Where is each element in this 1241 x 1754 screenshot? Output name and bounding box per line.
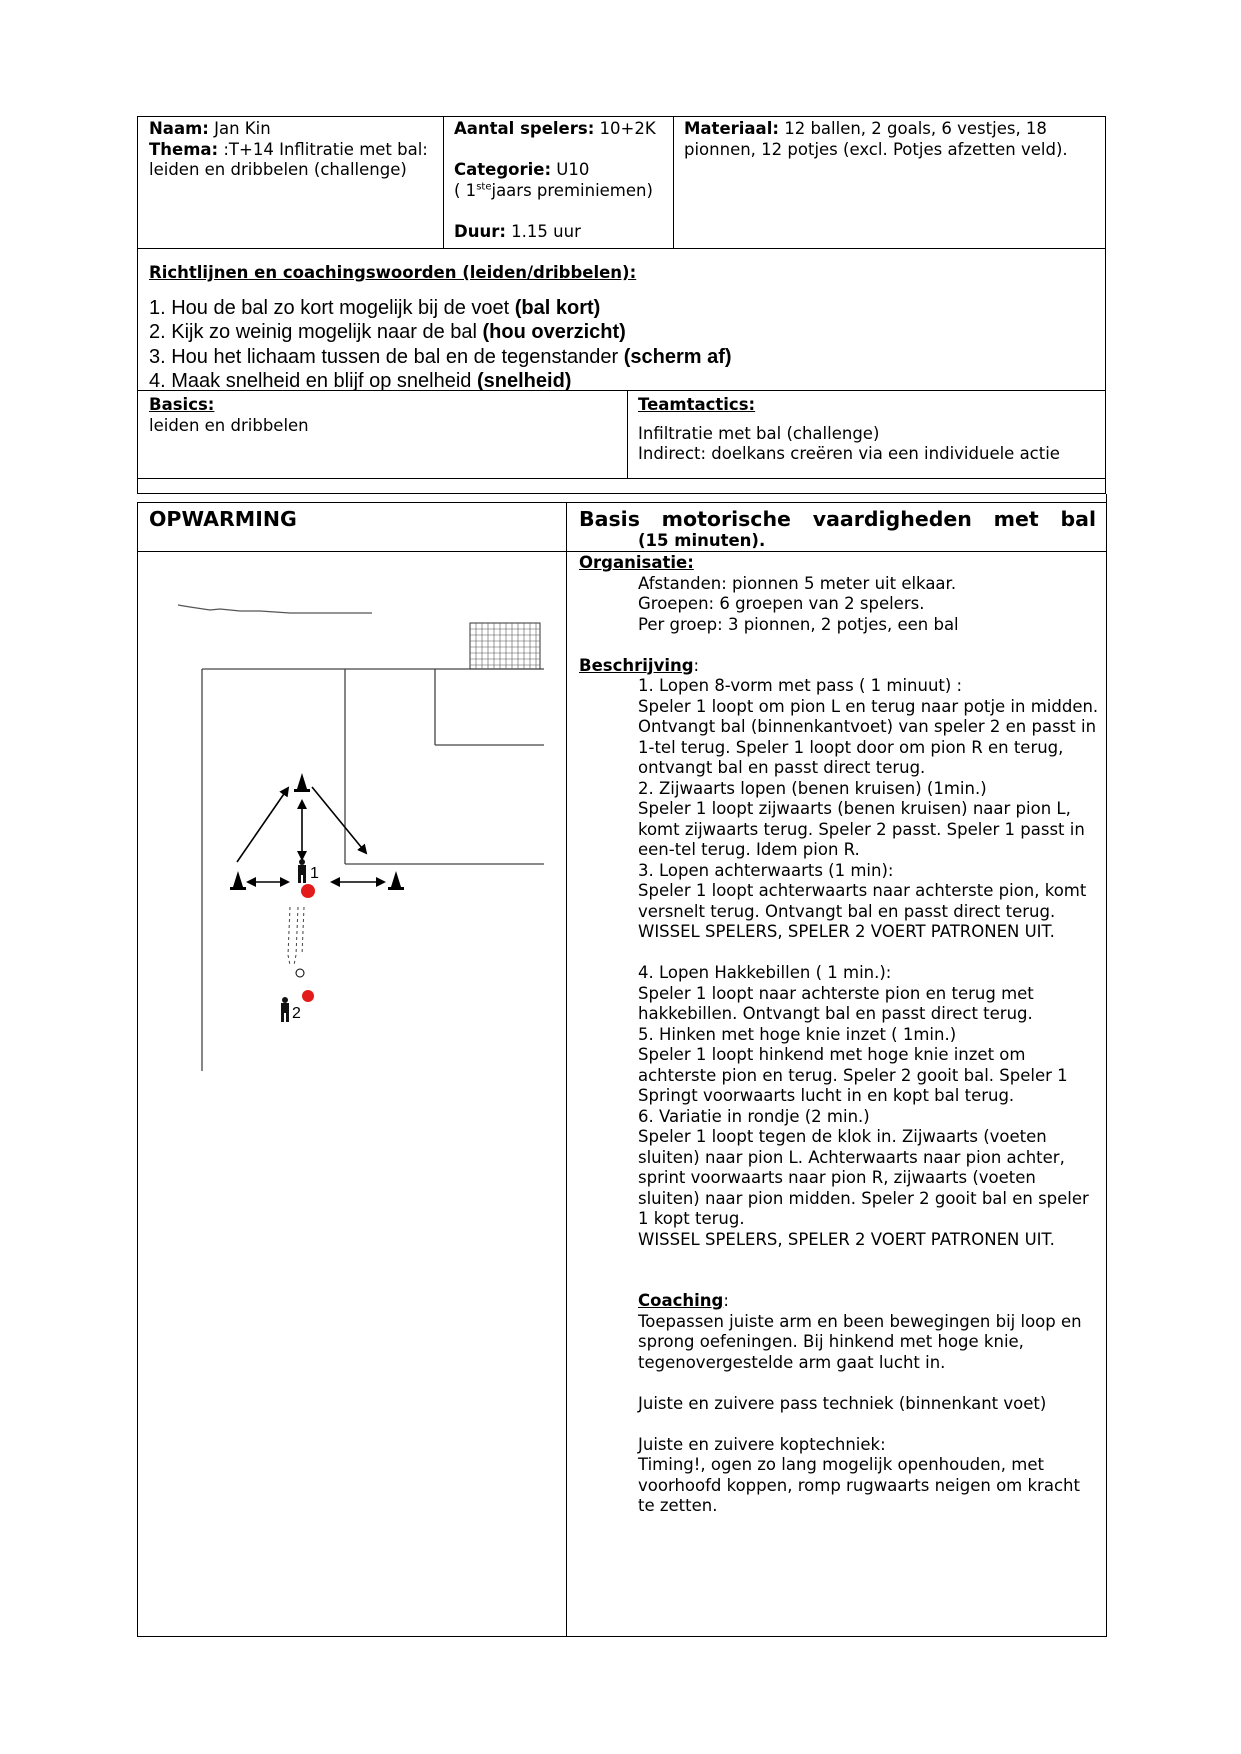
divider	[137, 551, 1107, 552]
field-line	[178, 605, 372, 613]
naam-value: Jan Kin	[208, 119, 271, 138]
richtlijnen-item	[149, 296, 1099, 321]
duur-label: Duur:	[454, 221, 506, 241]
richtlijnen-section	[149, 263, 1099, 394]
naam-thema-cell	[149, 119, 437, 181]
categorie-label: Categorie:	[454, 160, 552, 179]
pass-line	[288, 907, 290, 965]
beschrijving-heading	[579, 656, 1099, 677]
teamtactics-title: Teamtactics:	[638, 395, 756, 414]
thema-value: :T+14 Inflitratie met bal: leiden en dribbelen (challenge)	[149, 139, 428, 179]
richtlijn-text: 1. Hou de bal zo kort mogelijk bij de voet	[149, 296, 515, 319]
richtlijn-text: 2. Kijk zo weinig mogelijk naar de bal	[149, 321, 483, 343]
aantal-label: Aantal spelers:	[454, 119, 595, 138]
spelers-cell	[454, 119, 669, 242]
cone	[388, 871, 404, 890]
materiaal-cell	[684, 119, 1099, 160]
duur-value: 1.15 uur	[505, 221, 581, 241]
duur-line	[454, 222, 669, 243]
richtlijn-keyword: (bal kort)	[514, 296, 601, 319]
pass-line	[302, 907, 304, 955]
beschrijving-colon: :	[693, 655, 700, 675]
ball-icon	[296, 969, 304, 977]
richtlijnen-item	[149, 320, 1099, 345]
richtlijn-keyword: (scherm af)	[623, 345, 732, 368]
basics-title: Basics:	[149, 395, 215, 414]
coaching-title: Coaching	[638, 1291, 724, 1310]
opwarming-duration: (15 minuten).	[638, 531, 766, 550]
beschrijving-text: 1. Lopen 8-vorm met pass ( 1 minuut) : Speler 1 loopt om pion L en terug naar potje in midden. Ontvangt bal (binnenkantvoet) van speler 2 en passt in 1-tel terug. Speler 1 loopt door om pion R en terug, ontvangt bal en passt direct terug. 2. Zijwaarts lopen (benen kruisen) (1min.) Speler 1 loopt zijwaarts (benen kruisen) naar pion L, komt zijwaarts terug. Speler 2 passt. Speler 1 passt in een-tel terug. Idem pion R. 3. Lopen achterwaarts (1 min): Speler 1 loopt achterwaarts naar achterste pion, komt versnelt terug. Ontvangt bal en passt direct terug. WISSEL SPELERS, SPELER 2 VOERT PATRONEN UIT. 4. Lopen Hakkebillen ( 1 min.): Speler 1 loopt naar achterste pion en terug met hakkebillen. Ontvangt bal en passt direct terug. 5. Hinken met hoge knie inzet ( 1min.) Speler 1 loopt hinkend met hoge knie inzet om achterste pion en terug. Speler 2 gooit bal. Speler 1 Springt voorwaarts lucht in en kopt bal terug. 6. Variatie in rondje (2 min.) Speler 1 loopt tegen de klok in. Zijwaarts (voeten sluiten) naar pion L. Achterwaarts naar pion achter, sprint voorwaarts naar pion R, zijwaarts (voeten sluiten) naar pion midden. Speler 2 gooit bal en speler 1 kopt terug. WISSEL SPELERS, SPELER 2 VOERT PATRONEN UIT.	[638, 676, 1099, 1249]
richtlijn-keyword: (hou overzicht)	[482, 321, 626, 343]
divider	[137, 478, 1106, 479]
richtlijnen-item	[149, 345, 1099, 370]
categorie-sub-sup: ste	[476, 181, 492, 192]
player-icon	[298, 859, 306, 883]
categorie-value: U10	[551, 160, 590, 179]
divider	[627, 390, 628, 478]
teamtactics-line: Infiltratie met bal (challenge)	[638, 423, 880, 443]
player-1-label: 1	[310, 865, 319, 882]
arrow	[312, 787, 366, 853]
divider	[673, 116, 674, 248]
player-icon	[281, 997, 289, 1022]
materiaal-value: 12 ballen, 2 goals, 6 vestjes, 18 pionnen, 12 potjes (excl. Potjes afzetten veld).	[684, 119, 1068, 159]
richtlijnen-item	[149, 369, 1099, 394]
ball-marker	[301, 884, 315, 898]
field-diagram	[140, 555, 564, 1095]
categorie-sub-post: jaars preminiemen)	[491, 180, 653, 200]
coaching-text: Toepassen juiste arm en been bewegingen bij loop en sprong oefeningen. Bij hinkend met hoge knie, tegenovergestelde arm gaat lucht in. Juiste en zuivere pass techniek (binnenkant voet) Juiste en zuivere koptechniek: Timing!, ogen zo lang mogelijk openhouden, met voorhoofd koppen, romp rugwaarts neigen om kracht te zetten.	[638, 1311, 1082, 1515]
divider	[137, 248, 1106, 249]
cone	[230, 871, 246, 890]
ball-marker	[302, 990, 314, 1002]
opwarming-content	[579, 553, 1099, 1517]
divider	[566, 502, 567, 1637]
richtlijnen-title: Richtlijnen en coachingswoorden (leiden/dribbelen):	[149, 263, 637, 282]
cone	[294, 773, 310, 792]
categorie-sub-pre: ( 1	[454, 180, 477, 200]
basics-text: leiden en dribbelen	[149, 415, 309, 435]
arrow	[237, 788, 288, 862]
pass-line	[294, 907, 298, 965]
beschrijving-title: Beschrijving	[579, 655, 694, 675]
richtlijn-keyword: (snelheid)	[477, 370, 572, 392]
coaching-colon: :	[723, 1291, 729, 1310]
player-2-label: 2	[292, 1005, 301, 1022]
categorie-sub	[454, 181, 669, 202]
aantal-line	[454, 119, 669, 140]
organisatie-line: Groepen: 6 groepen van 2 spelers.	[638, 594, 925, 613]
organisatie-line: Afstanden: pionnen 5 meter uit elkaar.	[638, 573, 957, 593]
goal-net	[470, 623, 540, 669]
richtlijn-text: 3. Hou het lichaam tussen de bal en de tegenstander	[149, 345, 624, 368]
basics-cell	[149, 395, 619, 436]
categorie-line	[454, 160, 669, 181]
opwarming-subtitle: Basis motorische vaardigheden met bal	[579, 507, 1096, 531]
materiaal-label: Materiaal:	[684, 119, 779, 138]
divider	[1106, 494, 1107, 502]
divider	[443, 116, 444, 248]
aantal-value: 10+2K	[594, 119, 656, 138]
richtlijn-text: 4. Maak snelheid en blijf op snelheid	[149, 370, 477, 392]
opwarming-title: OPWARMING	[149, 507, 297, 531]
naam-line	[149, 119, 437, 140]
organisatie-title: Organisatie:	[579, 553, 694, 572]
thema-line	[149, 140, 437, 181]
naam-label: Naam:	[149, 119, 209, 138]
teamtactics-cell	[638, 395, 1103, 465]
teamtactics-line: Indirect: doelkans creëren via een individuele actie	[638, 444, 1060, 463]
thema-label: Thema:	[149, 139, 219, 159]
coaching-heading	[579, 1291, 1099, 1312]
organisatie-line: Per groep: 3 pionnen, 2 potjes, een bal	[638, 614, 959, 634]
